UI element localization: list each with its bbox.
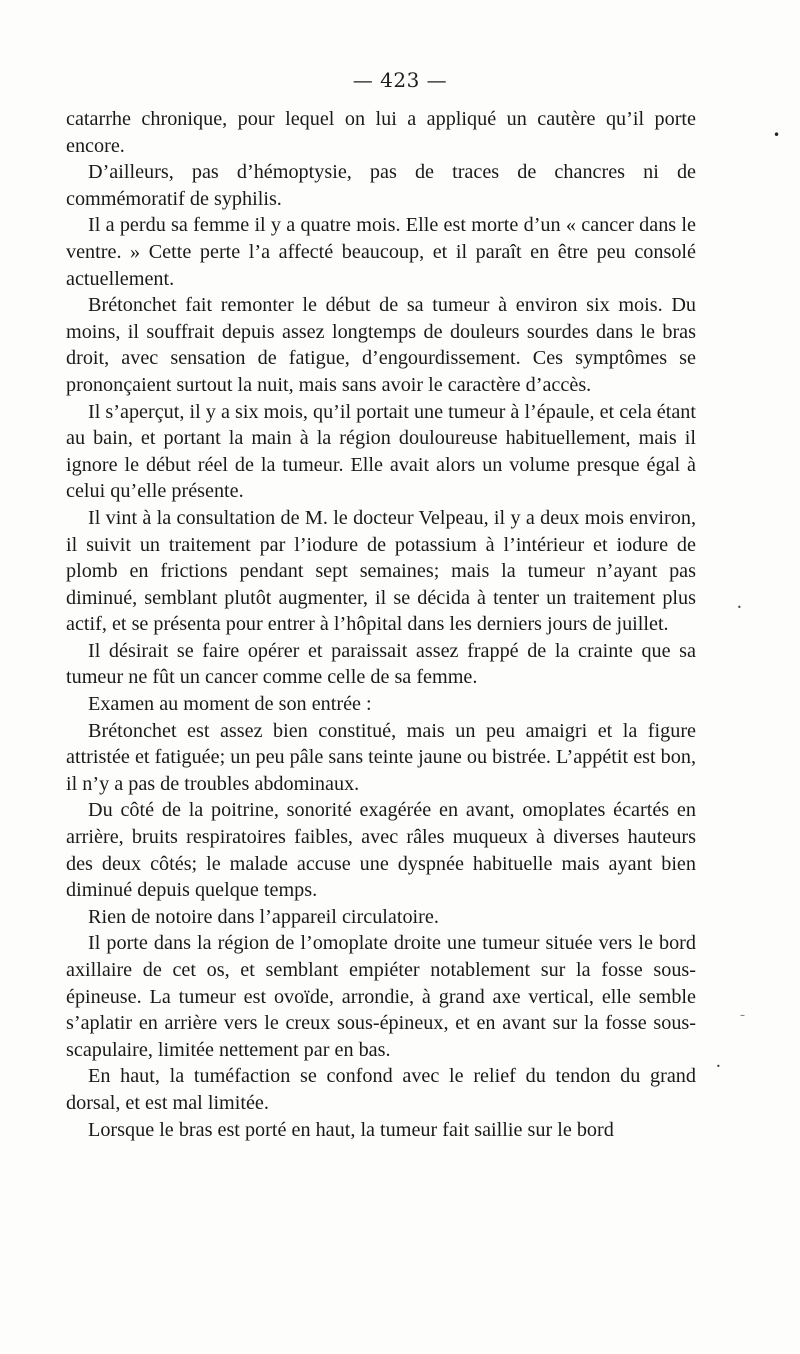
paragraph: Il porte dans la région de l’omoplate droite une tumeur située vers le bord axillaire de cet os, et semblant empiéter notablement sur la fosse sous-épineuse. La tumeur est ovoïde, arrondie, à grand axe vertical, elle semble s’aplatir en arrière vers le creux sous-épineux, et en avant sur la fosse sous-scapulaire, limitée nettement par en bas. bbox=[66, 932, 696, 1061]
paragraph: Examen au moment de son entrée : bbox=[88, 693, 372, 716]
paragraph: Il s’aperçut, il y a six mois, qu’il portait une tumeur à l’épaule, et cela étant au bain, et portant la main à la région douloureuse habituellement, mais il ignore le début réel de la tumeur. Elle avait alors un volume presque égal à celui qu’elle présente. bbox=[66, 400, 696, 503]
paragraph: Du côté de la poitrine, sonorité exagérée en avant, omoplates écartés en arrière, bruits respiratoires faibles, avec râles muqueux à diverses hauteurs des deux côtés; le malade accuse une dyspnée habituelle mais ayant bien diminué depuis quelque temps. bbox=[66, 799, 696, 902]
paragraph: Il désirait se faire opérer et paraissait assez frappé de la crainte que sa tumeur ne fût un cancer comme celle de sa femme. bbox=[66, 639, 696, 689]
paragraph: catarrhe chronique, pour lequel on lui a appliqué un cautère qu’il porte encore. bbox=[66, 108, 696, 157]
scan-speck: • bbox=[737, 603, 742, 612]
scan-speck: – bbox=[740, 1010, 745, 1021]
scan-speck: • bbox=[773, 128, 781, 142]
paragraph: Lorsque le bras est porté en haut, la tumeur fait saillie sur le bord bbox=[88, 1118, 614, 1141]
paragraph: Il a perdu sa femme il y a quatre mois. Elle est morte d’un « cancer dans le ventre. » Cette perte l’a affecté beaucoup, et il paraît en être peu consolé actuellement. bbox=[66, 214, 696, 290]
paragraph: Brétonchet est assez bien constitué, mais un peu amaigri et la figure attristée et fatiguée; un peu pâle sans teinte jaune ou bistrée. L’appétit est bon, il n’y a pas de troubles abdominaux. bbox=[66, 719, 696, 795]
paragraph: Il vint à la consultation de M. le docteur Velpeau, il y a deux mois environ, il suivit un traitement par l’iodure de potassium à l’intérieur et iodure de plomb en frictions pendant sept semaines; mais la tumeur n’ayant pas diminué, semblant plutôt augmenter, il se décida à tenter un traitement plus actif, et se présenta pour entrer à l’hôpital dans les derniers jours de juillet. bbox=[66, 506, 696, 636]
page-number: — 423 — bbox=[352, 68, 448, 92]
paragraph: Rien de notoire dans l’appareil circulatoire. bbox=[88, 905, 439, 928]
paragraph: En haut, la tuméfaction se confond avec le relief du tendon du grand dorsal, et est mal limitée. bbox=[66, 1065, 696, 1114]
paragraph: Brétonchet fait remonter le début de sa tumeur à environ six mois. Du moins, il souffrait depuis assez longtemps de douleurs sourdes dans le bras droit, avec sensation de fatigue, d’engourdissement. Ces symptômes se prononçaient surtout la nuit, mais sans avoir le caractère d’accès. bbox=[66, 294, 696, 396]
paragraph: D’ailleurs, pas d’hémoptysie, pas de traces de chancres ni de commémoratif de syphilis. bbox=[66, 161, 696, 210]
body-text bbox=[66, 106, 696, 1143]
scan-speck: • bbox=[716, 1062, 721, 1071]
